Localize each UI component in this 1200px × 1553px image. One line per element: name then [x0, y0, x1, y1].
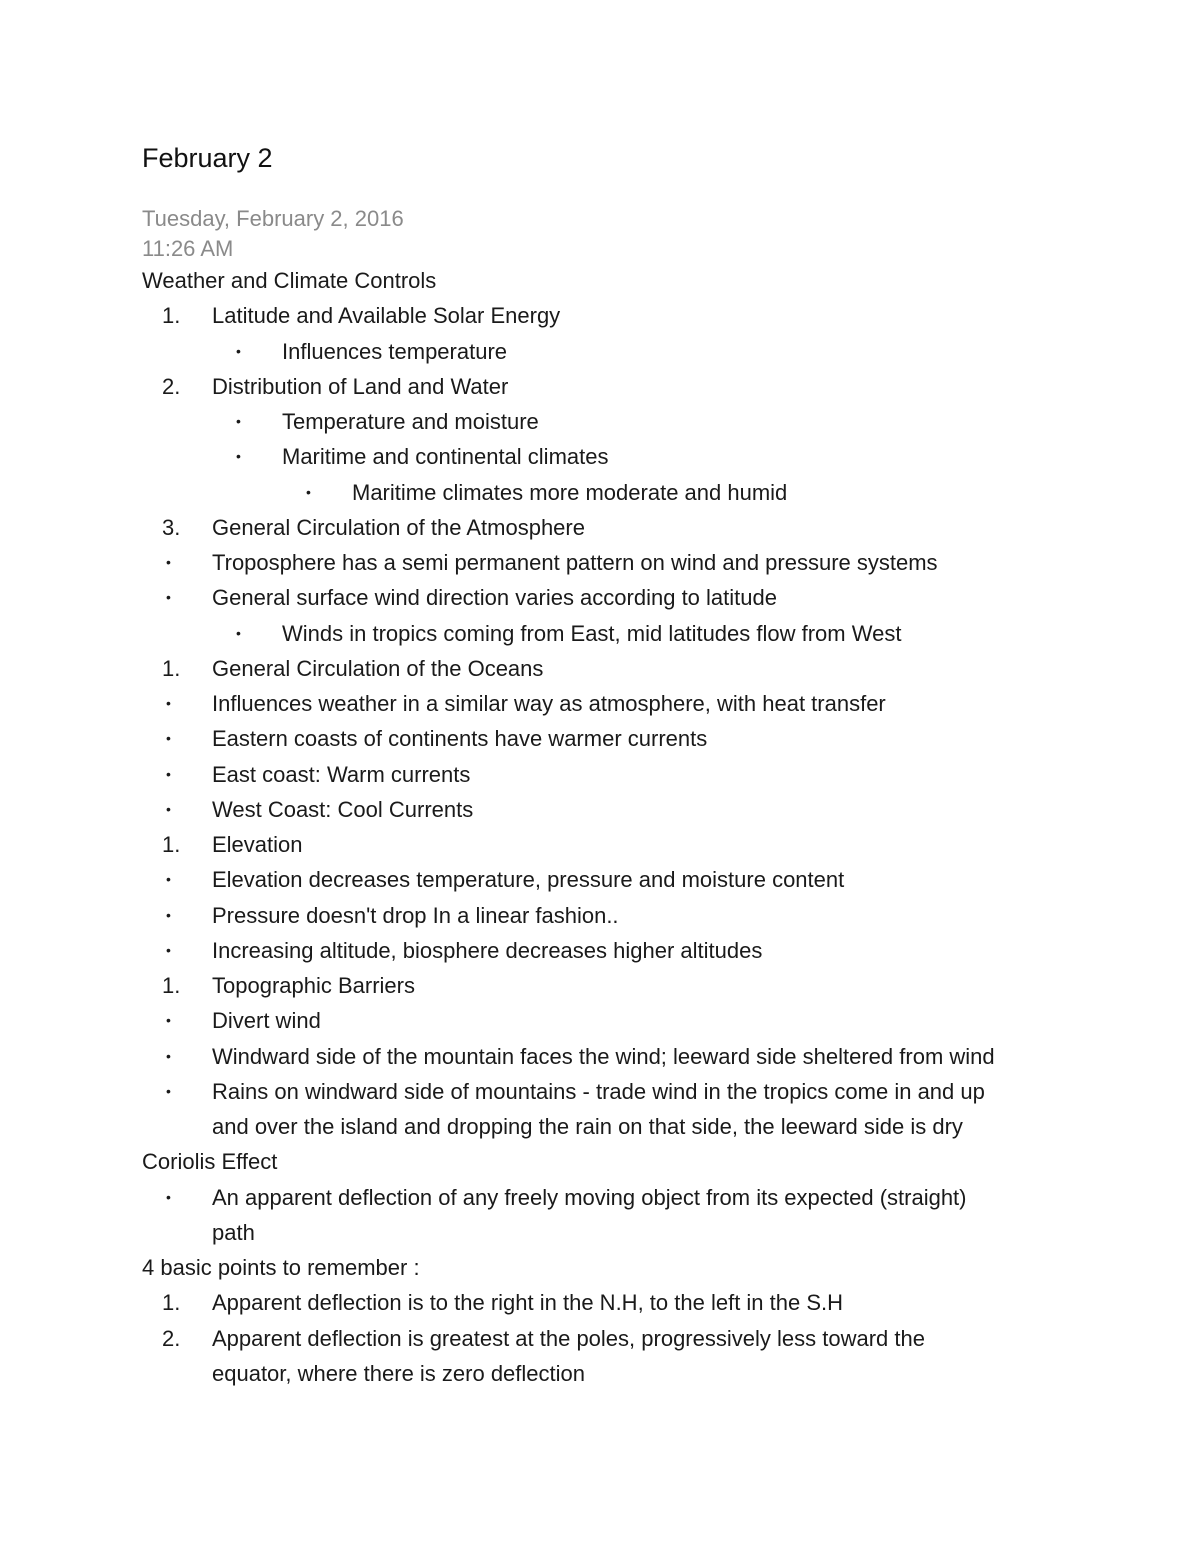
note-text: Divert wind — [212, 1008, 321, 1034]
bullet-item — [0, 475, 1200, 510]
numbered-item — [0, 968, 1200, 1003]
note-text: Coriolis Effect — [142, 1149, 278, 1175]
numbered-item — [0, 369, 1200, 404]
bullet-marker: • — [236, 448, 241, 465]
list-number: 2. — [162, 373, 181, 399]
numbered-item — [0, 651, 1200, 686]
list-number: 1. — [162, 655, 181, 681]
numbered-item — [0, 510, 1200, 545]
bullet-item — [0, 757, 1200, 792]
bullet-item — [0, 898, 1200, 933]
note-text: Increasing altitude, biosphere decreases higher altitudes — [212, 937, 763, 963]
note-text: East coast: Warm currents — [212, 761, 471, 787]
bullet-marker: • — [236, 342, 241, 359]
note-text: Influences weather in a similar way as atmosphere, with heat transfer — [212, 691, 886, 716]
continuation-line — [0, 1215, 1200, 1250]
bullet-item — [0, 404, 1200, 439]
note-text: Influences temperature — [282, 338, 508, 364]
note-text: West Coast: Cool Currents — [212, 796, 474, 822]
note-text: General Circulation of the Oceans — [212, 655, 544, 681]
bullet-item — [0, 580, 1200, 615]
note-text: Topographic Barriers — [212, 973, 415, 998]
numbered-item — [0, 1285, 1200, 1320]
bullet-marker: • — [166, 1082, 171, 1099]
bullet-marker: • — [166, 800, 171, 817]
page-time: 11:26 AM — [142, 236, 234, 261]
note-text: Maritime and continental climates — [282, 444, 609, 470]
note-text: Windward side of the mountain faces the wind; leeward side sheltered from wind — [212, 1043, 995, 1069]
bullet-marker: • — [166, 765, 171, 782]
notes-body — [0, 263, 1200, 1391]
note-text: Rains on windward side of mountains - trade wind in the tropics come in and up — [212, 1078, 985, 1104]
note-text: Troposphere has a semi permanent pattern on wind and pressure systems — [212, 550, 938, 575]
note-text: An apparent deflection of any freely moving object from its expected (straight) — [212, 1184, 967, 1210]
note-text: path — [212, 1219, 255, 1245]
note-text: General Circulation of the Atmosphere — [212, 514, 585, 540]
note-text: Latitude and Available Solar Energy — [212, 303, 561, 329]
list-number: 1. — [162, 1290, 181, 1316]
bullet-marker: • — [166, 1188, 171, 1205]
continuation-line — [0, 1356, 1200, 1391]
note-text: Distribution of Land and Water — [212, 373, 509, 399]
bullet-item — [0, 686, 1200, 721]
bullet-item — [0, 933, 1200, 968]
note-text: Pressure doesn't drop In a linear fashion.. — [212, 902, 619, 928]
bullet-marker: • — [166, 695, 171, 711]
bullet-marker: • — [166, 589, 171, 606]
list-number: 1. — [162, 973, 181, 998]
continuation-line — [0, 1109, 1200, 1144]
note-text: General surface wind direction varies according to latitude — [212, 585, 777, 611]
bullet-item — [0, 792, 1200, 827]
bullet-marker: • — [166, 1012, 171, 1029]
note-text: Maritime climates more moderate and humid — [352, 479, 788, 505]
numbered-item — [0, 1321, 1200, 1356]
note-text: Winds in tropics coming from East, mid latitudes flow from West — [282, 620, 902, 646]
list-number: 1. — [162, 303, 181, 329]
heading-line — [0, 1144, 1200, 1179]
bullet-marker: • — [166, 1047, 171, 1064]
bullet-marker: • — [236, 413, 241, 429]
bullet-marker: • — [306, 483, 311, 500]
note-text: equator, where there is zero deflection — [212, 1360, 586, 1386]
note-text: Elevation — [212, 832, 303, 857]
note-text: Elevation decreases temperature, pressure and moisture content — [212, 867, 845, 893]
list-number: 1. — [162, 832, 181, 857]
bullet-marker: • — [166, 941, 171, 958]
page-title: February 2 — [142, 143, 273, 173]
bullet-marker: • — [166, 871, 171, 888]
numbered-item — [0, 827, 1200, 862]
list-number: 3. — [162, 514, 181, 540]
bullet-item — [0, 862, 1200, 897]
bullet-item — [0, 721, 1200, 756]
list-number: 2. — [162, 1325, 181, 1351]
bullet-item — [0, 1074, 1200, 1109]
bullet-marker: • — [166, 906, 171, 923]
bullet-item — [0, 616, 1200, 651]
note-text: Apparent deflection is greatest at the poles, progressively less toward the — [212, 1325, 925, 1351]
note-text: 4 basic points to remember : — [142, 1255, 420, 1280]
note-text: and over the island and dropping the rain on that side, the leeward side is dry — [212, 1114, 963, 1139]
bullet-marker: • — [166, 554, 171, 570]
note-text: Apparent deflection is to the right in the N.H, to the left in the S.H — [212, 1290, 844, 1316]
heading-line — [0, 1250, 1200, 1285]
bullet-item — [0, 1039, 1200, 1074]
note-text: Weather and Climate Controls — [142, 268, 437, 293]
bullet-item — [0, 439, 1200, 474]
bullet-marker: • — [166, 730, 171, 747]
heading-line — [0, 263, 1200, 298]
bullet-item — [0, 545, 1200, 580]
note-text: Eastern coasts of continents have warmer currents — [212, 726, 708, 752]
bullet-marker: • — [236, 624, 241, 641]
bullet-item — [0, 334, 1200, 369]
note-text: Temperature and moisture — [282, 409, 539, 434]
bullet-item — [0, 1180, 1200, 1215]
page-date: Tuesday, February 2, 2016 — [142, 206, 404, 231]
numbered-item — [0, 298, 1200, 333]
bullet-item — [0, 1003, 1200, 1038]
